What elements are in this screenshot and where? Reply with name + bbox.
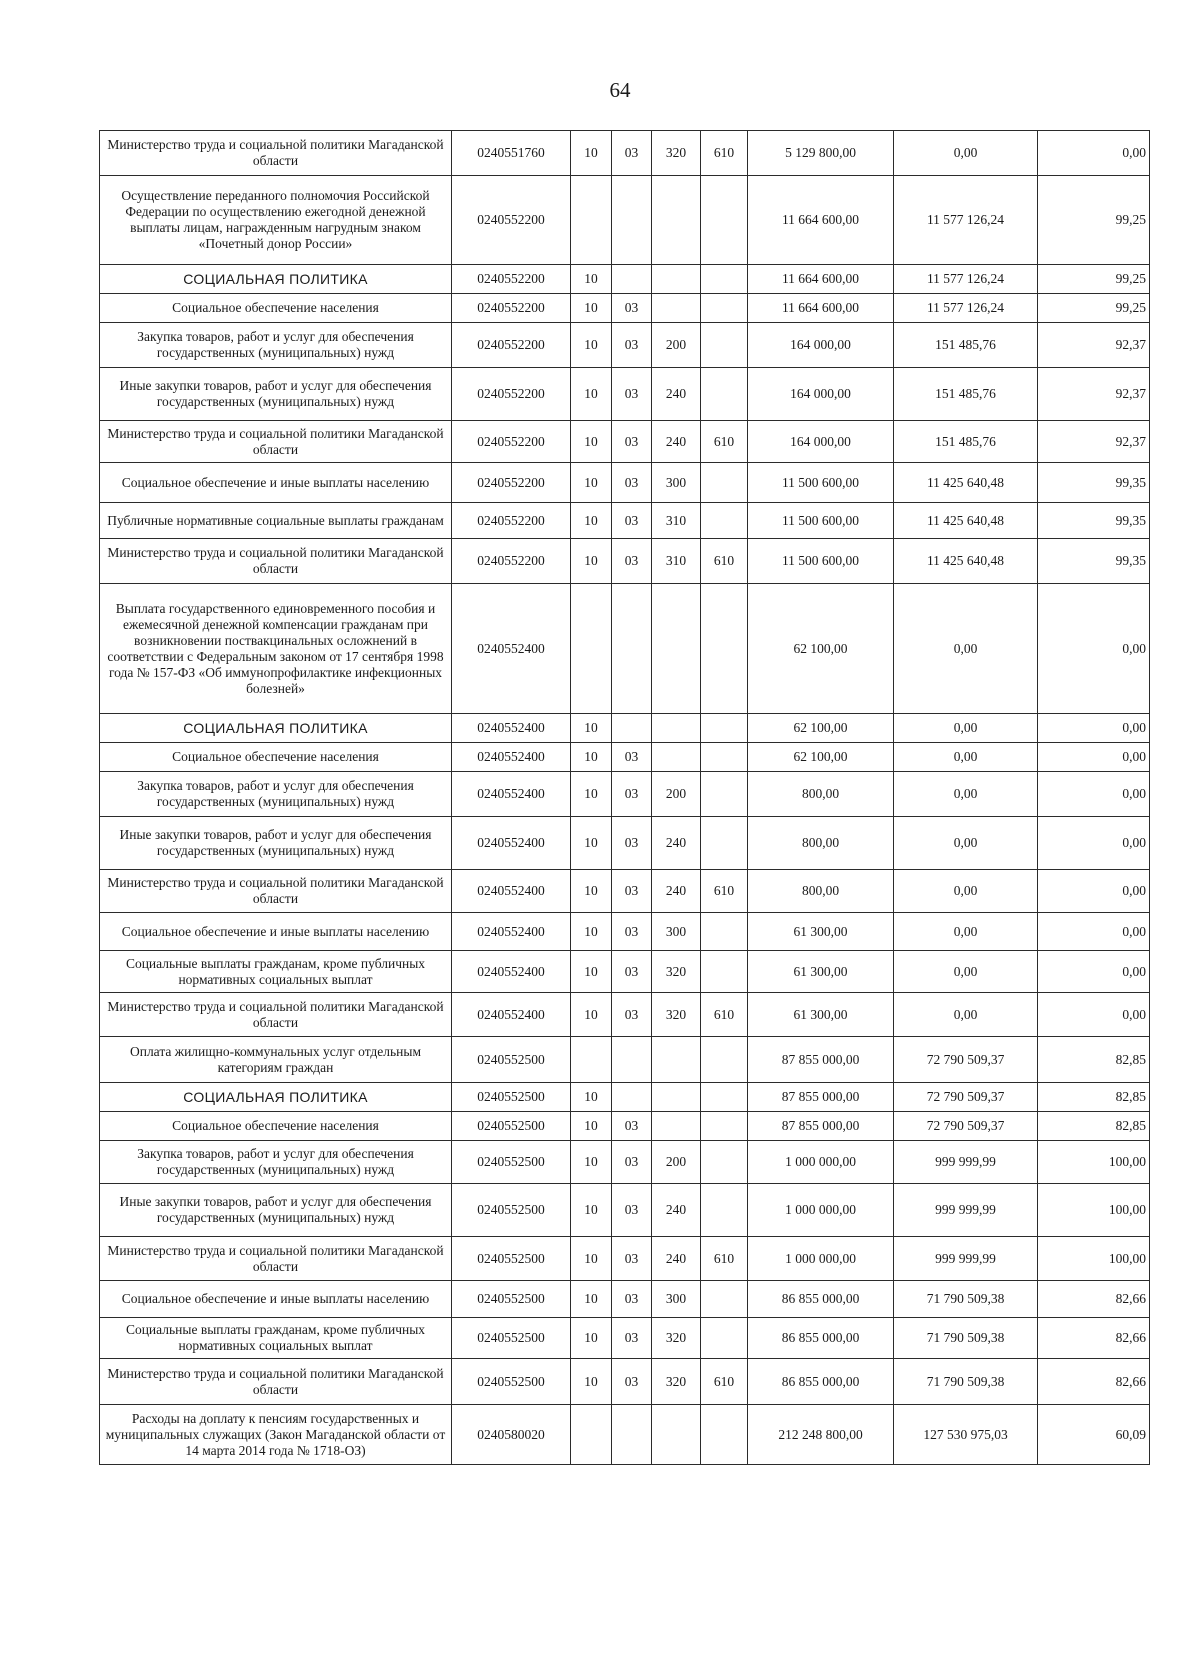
- execution-percent-cell: 0,00: [1038, 913, 1150, 951]
- planned-amount-cell: 11 500 600,00: [748, 463, 894, 503]
- target-code-cell: 0240552500: [452, 1184, 571, 1237]
- section-code-cell: 10: [571, 1083, 612, 1112]
- target-code-cell: 0240552400: [452, 870, 571, 913]
- section-code-cell: 10: [571, 743, 612, 772]
- row-name-cell: Социальные выплаты гражданам, кроме публичных нормативных социальных выплат: [100, 1318, 452, 1359]
- actual-amount-cell: 0,00: [894, 131, 1038, 176]
- row-name-cell: Министерство труда и социальной политики Магаданской области: [100, 870, 452, 913]
- expense-type-cell: 240: [652, 1237, 701, 1281]
- planned-amount-cell: 800,00: [748, 772, 894, 817]
- section-code-cell: 10: [571, 817, 612, 870]
- expense-type-cell: 240: [652, 817, 701, 870]
- actual-amount-cell: 11 425 640,48: [894, 539, 1038, 584]
- subsection-code-cell: 03: [612, 1318, 652, 1359]
- table-row: [100, 1037, 1150, 1083]
- actual-amount-cell: 71 790 509,38: [894, 1318, 1038, 1359]
- subsection-code-cell: 03: [612, 1281, 652, 1318]
- table-row: [100, 294, 1150, 323]
- execution-percent-cell: 82,85: [1038, 1083, 1150, 1112]
- actual-amount-cell: 999 999,99: [894, 1141, 1038, 1184]
- row-name-cell: Министерство труда и социальной политики Магаданской области: [100, 993, 452, 1037]
- execution-percent-cell: 99,25: [1038, 176, 1150, 265]
- planned-amount-cell: 86 855 000,00: [748, 1281, 894, 1318]
- section-code-cell: 10: [571, 1237, 612, 1281]
- table-row: [100, 323, 1150, 368]
- subsection-code-cell: 03: [612, 463, 652, 503]
- planned-amount-cell: 164 000,00: [748, 368, 894, 421]
- target-code-cell: 0240551760: [452, 131, 571, 176]
- target-code-cell: 0240552400: [452, 584, 571, 714]
- row-name-cell: Расходы на доплату к пенсиям государственных и муниципальных служащих (Закон Магаданской области от 14 марта 2014 года № 1718-ОЗ): [100, 1405, 452, 1465]
- actual-amount-cell: 0,00: [894, 584, 1038, 714]
- expense-type-cell: [652, 265, 701, 294]
- expense-type-cell: 310: [652, 503, 701, 539]
- target-code-cell: 0240552200: [452, 421, 571, 463]
- section-code-cell: 10: [571, 772, 612, 817]
- table-row: [100, 1281, 1150, 1318]
- planned-amount-cell: 86 855 000,00: [748, 1359, 894, 1405]
- planned-amount-cell: 11 500 600,00: [748, 503, 894, 539]
- target-code-cell: 0240552500: [452, 1037, 571, 1083]
- target-code-cell: 0240552200: [452, 539, 571, 584]
- table-row: [100, 463, 1150, 503]
- target-code-cell: 0240552400: [452, 772, 571, 817]
- budget-table: [99, 130, 1150, 1465]
- planned-amount-cell: 87 855 000,00: [748, 1112, 894, 1141]
- row-name-cell: Закупка товаров, работ и услуг для обеспечения государственных (муниципальных) нужд: [100, 772, 452, 817]
- admin-code-cell: [701, 772, 748, 817]
- target-code-cell: 0240552200: [452, 368, 571, 421]
- target-code-cell: 0240552200: [452, 176, 571, 265]
- subsection-code-cell: 03: [612, 772, 652, 817]
- table-row: [100, 1405, 1150, 1465]
- planned-amount-cell: 164 000,00: [748, 421, 894, 463]
- target-code-cell: 0240552400: [452, 714, 571, 743]
- execution-percent-cell: 60,09: [1038, 1405, 1150, 1465]
- row-name-cell: Публичные нормативные социальные выплаты гражданам: [100, 503, 452, 539]
- section-code-cell: [571, 1405, 612, 1465]
- subsection-code-cell: 03: [612, 1141, 652, 1184]
- planned-amount-cell: 164 000,00: [748, 323, 894, 368]
- target-code-cell: 0240552500: [452, 1237, 571, 1281]
- planned-amount-cell: 87 855 000,00: [748, 1083, 894, 1112]
- table-row: [100, 539, 1150, 584]
- table-row: [100, 1141, 1150, 1184]
- section-code-cell: 10: [571, 294, 612, 323]
- expense-type-cell: 320: [652, 951, 701, 993]
- execution-percent-cell: 82,66: [1038, 1318, 1150, 1359]
- table-row: [100, 131, 1150, 176]
- actual-amount-cell: 0,00: [894, 772, 1038, 817]
- subsection-code-cell: [612, 584, 652, 714]
- actual-amount-cell: 0,00: [894, 743, 1038, 772]
- execution-percent-cell: 0,00: [1038, 131, 1150, 176]
- table-row: [100, 743, 1150, 772]
- table-row: [100, 584, 1150, 714]
- row-name-cell: Социальное обеспечение и иные выплаты населению: [100, 463, 452, 503]
- execution-percent-cell: 99,25: [1038, 265, 1150, 294]
- row-name-cell: Иные закупки товаров, работ и услуг для обеспечения государственных (муниципальных) нужд: [100, 1184, 452, 1237]
- admin-code-cell: 610: [701, 1237, 748, 1281]
- expense-type-cell: 240: [652, 368, 701, 421]
- planned-amount-cell: 87 855 000,00: [748, 1037, 894, 1083]
- subsection-code-cell: 03: [612, 539, 652, 584]
- actual-amount-cell: 11 425 640,48: [894, 503, 1038, 539]
- row-name-cell: Министерство труда и социальной политики Магаданской области: [100, 131, 452, 176]
- planned-amount-cell: 11 500 600,00: [748, 539, 894, 584]
- target-code-cell: 0240552500: [452, 1141, 571, 1184]
- subsection-code-cell: 03: [612, 294, 652, 323]
- subsection-code-cell: 03: [612, 743, 652, 772]
- admin-code-cell: [701, 1184, 748, 1237]
- expense-type-cell: 320: [652, 131, 701, 176]
- row-name-cell: Министерство труда и социальной политики Магаданской области: [100, 539, 452, 584]
- subsection-code-cell: 03: [612, 1184, 652, 1237]
- expense-type-cell: 320: [652, 993, 701, 1037]
- expense-type-cell: [652, 714, 701, 743]
- page-number: 64: [609, 78, 631, 102]
- admin-code-cell: 610: [701, 870, 748, 913]
- admin-code-cell: [701, 817, 748, 870]
- actual-amount-cell: 151 485,76: [894, 421, 1038, 463]
- target-code-cell: 0240552500: [452, 1083, 571, 1112]
- row-name-cell: Иные закупки товаров, работ и услуг для обеспечения государственных (муниципальных) нужд: [100, 817, 452, 870]
- subsection-code-cell: 03: [612, 131, 652, 176]
- planned-amount-cell: 61 300,00: [748, 951, 894, 993]
- admin-code-cell: [701, 503, 748, 539]
- actual-amount-cell: 999 999,99: [894, 1184, 1038, 1237]
- row-name-cell: Выплата государственного единовременного пособия и ежемесячной денежной компенсации гражданам при возникновении поствакцинальных осложнений в соответствии с Федеральным законом от 17 сентября 1998 года № 157-ФЗ «Об иммунопрофилактике инфекционных болезней»: [100, 584, 452, 714]
- admin-code-cell: [701, 951, 748, 993]
- target-code-cell: 0240552200: [452, 323, 571, 368]
- admin-code-cell: 610: [701, 539, 748, 584]
- actual-amount-cell: 72 790 509,37: [894, 1083, 1038, 1112]
- planned-amount-cell: 1 000 000,00: [748, 1237, 894, 1281]
- target-code-cell: 0240552400: [452, 913, 571, 951]
- planned-amount-cell: 62 100,00: [748, 584, 894, 714]
- execution-percent-cell: 82,66: [1038, 1359, 1150, 1405]
- table-row: [100, 176, 1150, 265]
- execution-percent-cell: 82,85: [1038, 1112, 1150, 1141]
- section-code-cell: 10: [571, 463, 612, 503]
- section-code-cell: [571, 584, 612, 714]
- execution-percent-cell: 92,37: [1038, 368, 1150, 421]
- section-code-cell: 10: [571, 503, 612, 539]
- subsection-code-cell: 03: [612, 817, 652, 870]
- planned-amount-cell: 61 300,00: [748, 993, 894, 1037]
- target-code-cell: 0240552500: [452, 1281, 571, 1318]
- execution-percent-cell: 0,00: [1038, 772, 1150, 817]
- target-code-cell: 0240580020: [452, 1405, 571, 1465]
- execution-percent-cell: 100,00: [1038, 1184, 1150, 1237]
- subsection-code-cell: 03: [612, 421, 652, 463]
- subsection-code-cell: [612, 1405, 652, 1465]
- row-name-cell: Социальное обеспечение населения: [100, 1112, 452, 1141]
- admin-code-cell: [701, 1318, 748, 1359]
- target-code-cell: 0240552400: [452, 743, 571, 772]
- subsection-code-cell: [612, 265, 652, 294]
- admin-code-cell: [701, 1141, 748, 1184]
- planned-amount-cell: 11 664 600,00: [748, 176, 894, 265]
- section-code-cell: 10: [571, 539, 612, 584]
- table-row: [100, 714, 1150, 743]
- section-code-cell: 10: [571, 714, 612, 743]
- execution-percent-cell: 0,00: [1038, 714, 1150, 743]
- row-name-cell: Социальные выплаты гражданам, кроме публичных нормативных социальных выплат: [100, 951, 452, 993]
- admin-code-cell: [701, 913, 748, 951]
- section-code-cell: 10: [571, 1281, 612, 1318]
- admin-code-cell: [701, 1112, 748, 1141]
- row-name-cell: Иные закупки товаров, работ и услуг для обеспечения государственных (муниципальных) нужд: [100, 368, 452, 421]
- admin-code-cell: [701, 294, 748, 323]
- table-row: [100, 951, 1150, 993]
- target-code-cell: 0240552200: [452, 463, 571, 503]
- execution-percent-cell: 0,00: [1038, 743, 1150, 772]
- expense-type-cell: [652, 743, 701, 772]
- row-name-cell: Закупка товаров, работ и услуг для обеспечения государственных (муниципальных) нужд: [100, 1141, 452, 1184]
- admin-code-cell: [701, 1037, 748, 1083]
- target-code-cell: 0240552400: [452, 817, 571, 870]
- expense-type-cell: [652, 294, 701, 323]
- execution-percent-cell: 0,00: [1038, 951, 1150, 993]
- actual-amount-cell: 0,00: [894, 913, 1038, 951]
- table-row: [100, 913, 1150, 951]
- section-code-cell: 10: [571, 870, 612, 913]
- row-name-cell: Осуществление переданного полномочия Российской Федерации по осуществлению ежегодной денежной выплаты лицам, награжденным нагрудным знаком «Почетный донор России»: [100, 176, 452, 265]
- planned-amount-cell: 86 855 000,00: [748, 1318, 894, 1359]
- execution-percent-cell: 99,35: [1038, 539, 1150, 584]
- planned-amount-cell: 800,00: [748, 870, 894, 913]
- actual-amount-cell: 11 425 640,48: [894, 463, 1038, 503]
- table-row: [100, 772, 1150, 817]
- table-row: [100, 1112, 1150, 1141]
- subsection-code-cell: 03: [612, 951, 652, 993]
- execution-percent-cell: 99,35: [1038, 503, 1150, 539]
- actual-amount-cell: 0,00: [894, 817, 1038, 870]
- admin-code-cell: 610: [701, 993, 748, 1037]
- expense-type-cell: [652, 584, 701, 714]
- subsection-code-cell: [612, 1083, 652, 1112]
- table-row: [100, 265, 1150, 294]
- section-code-cell: 10: [571, 993, 612, 1037]
- row-name-cell: СОЦИАЛЬНАЯ ПОЛИТИКА: [100, 1083, 452, 1112]
- section-code-cell: 10: [571, 368, 612, 421]
- subsection-code-cell: [612, 714, 652, 743]
- table-row: [100, 817, 1150, 870]
- target-code-cell: 0240552500: [452, 1112, 571, 1141]
- admin-code-cell: 610: [701, 421, 748, 463]
- section-code-cell: 10: [571, 913, 612, 951]
- expense-type-cell: 240: [652, 421, 701, 463]
- subsection-code-cell: 03: [612, 368, 652, 421]
- execution-percent-cell: 100,00: [1038, 1141, 1150, 1184]
- section-code-cell: 10: [571, 265, 612, 294]
- table-row: [100, 1359, 1150, 1405]
- actual-amount-cell: 0,00: [894, 993, 1038, 1037]
- subsection-code-cell: 03: [612, 913, 652, 951]
- subsection-code-cell: [612, 1037, 652, 1083]
- actual-amount-cell: 127 530 975,03: [894, 1405, 1038, 1465]
- execution-percent-cell: 0,00: [1038, 584, 1150, 714]
- actual-amount-cell: 72 790 509,37: [894, 1037, 1038, 1083]
- subsection-code-cell: 03: [612, 993, 652, 1037]
- table-row: [100, 870, 1150, 913]
- expense-type-cell: 200: [652, 772, 701, 817]
- expense-type-cell: 200: [652, 323, 701, 368]
- admin-code-cell: [701, 714, 748, 743]
- actual-amount-cell: 0,00: [894, 870, 1038, 913]
- admin-code-cell: [701, 743, 748, 772]
- actual-amount-cell: 0,00: [894, 951, 1038, 993]
- row-name-cell: СОЦИАЛЬНАЯ ПОЛИТИКА: [100, 714, 452, 743]
- planned-amount-cell: 61 300,00: [748, 913, 894, 951]
- execution-percent-cell: 92,37: [1038, 421, 1150, 463]
- row-name-cell: Министерство труда и социальной политики Магаданской области: [100, 1359, 452, 1405]
- admin-code-cell: [701, 1083, 748, 1112]
- row-name-cell: СОЦИАЛЬНАЯ ПОЛИТИКА: [100, 265, 452, 294]
- target-code-cell: 0240552500: [452, 1318, 571, 1359]
- planned-amount-cell: 1 000 000,00: [748, 1141, 894, 1184]
- section-code-cell: 10: [571, 1112, 612, 1141]
- expense-type-cell: 200: [652, 1141, 701, 1184]
- section-code-cell: 10: [571, 421, 612, 463]
- execution-percent-cell: 92,37: [1038, 323, 1150, 368]
- actual-amount-cell: 11 577 126,24: [894, 265, 1038, 294]
- admin-code-cell: [701, 1405, 748, 1465]
- actual-amount-cell: 151 485,76: [894, 368, 1038, 421]
- admin-code-cell: [701, 1281, 748, 1318]
- expense-type-cell: [652, 1405, 701, 1465]
- expense-type-cell: [652, 1083, 701, 1112]
- admin-code-cell: 610: [701, 1359, 748, 1405]
- table-body: [100, 131, 1150, 1465]
- admin-code-cell: [701, 265, 748, 294]
- admin-code-cell: [701, 463, 748, 503]
- section-code-cell: [571, 176, 612, 265]
- section-code-cell: 10: [571, 323, 612, 368]
- expense-type-cell: 320: [652, 1359, 701, 1405]
- subsection-code-cell: 03: [612, 1237, 652, 1281]
- execution-percent-cell: 82,85: [1038, 1037, 1150, 1083]
- table-row: [100, 1083, 1150, 1112]
- actual-amount-cell: 0,00: [894, 714, 1038, 743]
- section-code-cell: 10: [571, 951, 612, 993]
- planned-amount-cell: 212 248 800,00: [748, 1405, 894, 1465]
- target-code-cell: 0240552200: [452, 503, 571, 539]
- expense-type-cell: 300: [652, 1281, 701, 1318]
- table-row: [100, 503, 1150, 539]
- expense-type-cell: 300: [652, 913, 701, 951]
- section-code-cell: 10: [571, 131, 612, 176]
- planned-amount-cell: 62 100,00: [748, 743, 894, 772]
- planned-amount-cell: 800,00: [748, 817, 894, 870]
- subsection-code-cell: 03: [612, 503, 652, 539]
- actual-amount-cell: 72 790 509,37: [894, 1112, 1038, 1141]
- execution-percent-cell: 0,00: [1038, 817, 1150, 870]
- execution-percent-cell: 0,00: [1038, 993, 1150, 1037]
- expense-type-cell: 300: [652, 463, 701, 503]
- row-name-cell: Закупка товаров, работ и услуг для обеспечения государственных (муниципальных) нужд: [100, 323, 452, 368]
- actual-amount-cell: 71 790 509,38: [894, 1281, 1038, 1318]
- table-row: [100, 1318, 1150, 1359]
- admin-code-cell: [701, 176, 748, 265]
- execution-percent-cell: 100,00: [1038, 1237, 1150, 1281]
- row-name-cell: Социальное обеспечение и иные выплаты населению: [100, 913, 452, 951]
- planned-amount-cell: 5 129 800,00: [748, 131, 894, 176]
- subsection-code-cell: 03: [612, 1112, 652, 1141]
- execution-percent-cell: 99,35: [1038, 463, 1150, 503]
- target-code-cell: 0240552200: [452, 265, 571, 294]
- table-row: [100, 421, 1150, 463]
- expense-type-cell: [652, 176, 701, 265]
- subsection-code-cell: [612, 176, 652, 265]
- actual-amount-cell: 11 577 126,24: [894, 176, 1038, 265]
- admin-code-cell: [701, 584, 748, 714]
- admin-code-cell: 610: [701, 131, 748, 176]
- expense-type-cell: [652, 1037, 701, 1083]
- actual-amount-cell: 71 790 509,38: [894, 1359, 1038, 1405]
- row-name-cell: Социальное обеспечение и иные выплаты населению: [100, 1281, 452, 1318]
- target-code-cell: 0240552200: [452, 294, 571, 323]
- execution-percent-cell: 82,66: [1038, 1281, 1150, 1318]
- actual-amount-cell: 11 577 126,24: [894, 294, 1038, 323]
- section-code-cell: 10: [571, 1359, 612, 1405]
- admin-code-cell: [701, 323, 748, 368]
- expense-type-cell: 310: [652, 539, 701, 584]
- row-name-cell: Социальное обеспечение населения: [100, 294, 452, 323]
- row-name-cell: Оплата жилищно-коммунальных услуг отдельным категориям граждан: [100, 1037, 452, 1083]
- planned-amount-cell: 62 100,00: [748, 714, 894, 743]
- row-name-cell: Министерство труда и социальной политики Магаданской области: [100, 1237, 452, 1281]
- subsection-code-cell: 03: [612, 870, 652, 913]
- section-code-cell: 10: [571, 1141, 612, 1184]
- table-row: [100, 1237, 1150, 1281]
- target-code-cell: 0240552400: [452, 951, 571, 993]
- section-code-cell: [571, 1037, 612, 1083]
- admin-code-cell: [701, 368, 748, 421]
- table-row: [100, 1184, 1150, 1237]
- expense-type-cell: 320: [652, 1318, 701, 1359]
- execution-percent-cell: 0,00: [1038, 870, 1150, 913]
- table-row: [100, 368, 1150, 421]
- expense-type-cell: 240: [652, 1184, 701, 1237]
- row-name-cell: Министерство труда и социальной политики Магаданской области: [100, 421, 452, 463]
- actual-amount-cell: 151 485,76: [894, 323, 1038, 368]
- execution-percent-cell: 99,25: [1038, 294, 1150, 323]
- table-row: [100, 993, 1150, 1037]
- planned-amount-cell: 1 000 000,00: [748, 1184, 894, 1237]
- expense-type-cell: 240: [652, 870, 701, 913]
- planned-amount-cell: 11 664 600,00: [748, 294, 894, 323]
- section-code-cell: 10: [571, 1184, 612, 1237]
- target-code-cell: 0240552400: [452, 993, 571, 1037]
- actual-amount-cell: 999 999,99: [894, 1237, 1038, 1281]
- section-code-cell: 10: [571, 1318, 612, 1359]
- row-name-cell: Социальное обеспечение населения: [100, 743, 452, 772]
- expense-type-cell: [652, 1112, 701, 1141]
- target-code-cell: 0240552500: [452, 1359, 571, 1405]
- subsection-code-cell: 03: [612, 1359, 652, 1405]
- planned-amount-cell: 11 664 600,00: [748, 265, 894, 294]
- subsection-code-cell: 03: [612, 323, 652, 368]
